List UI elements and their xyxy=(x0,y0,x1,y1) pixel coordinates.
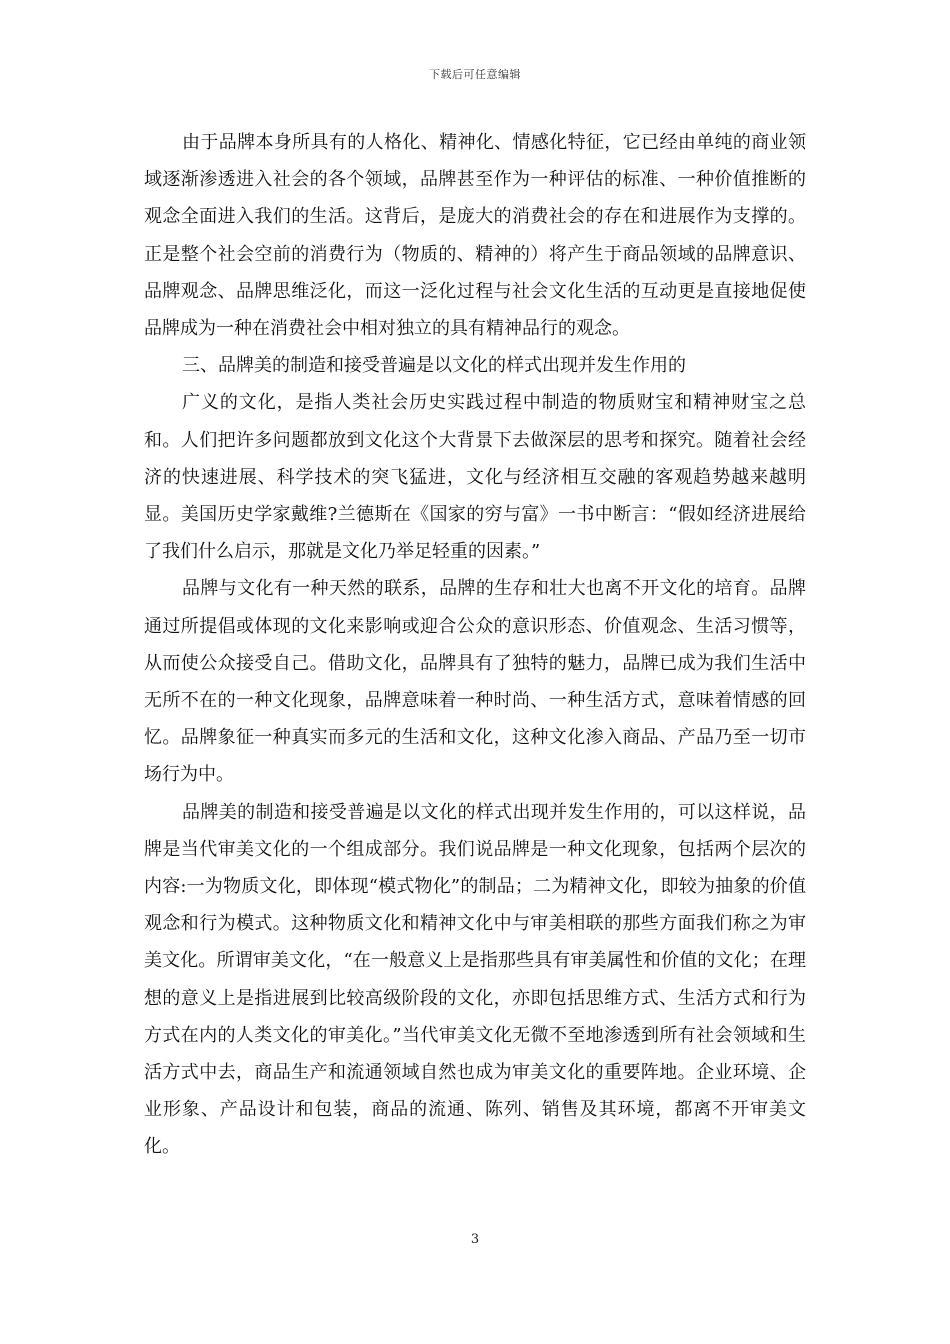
paragraph: 广义的文化，是指人类社会历史实践过程中制造的物质财宝和精神财宝之总和。人们把许多问题都放到文化这个大背景下去做深层的思考和探究。随着社会经济的快速进展、科学技术的突飞猛进，文化与经济相互交融的客观趋势越来越明显。美国历史学家戴维?兰德斯在《国家的穷与富》一书中断言：“假如经济进展给了我们什么启示，那就是文化乃举足轻重的因素。” xyxy=(144,392,806,563)
document-body xyxy=(144,124,806,1166)
section-heading: 三、品牌美的制造和接受普遍是以文化的样式出现并发生作用的 xyxy=(182,355,686,377)
paragraph: 由于品牌本身所具有的人格化、精神化、情感化特征，它已经由单纯的商业领域逐渐渗透进入社会的各个领域，品牌甚至作为一种评估的标准、一种价值推断的观念全面进入我们的生活。这背后，是庞大的消费社会的存在和进展作为支撑的。正是整个社会空前的消费行为（物质的、精神的）将产生于商品领域的品牌意识、品牌观念、品牌思维泛化，而这一泛化过程与社会文化生活的互动更是直接地促使品牌成为一种在消费社会中相对独立的具有精神品行的观念。 xyxy=(144,132,806,340)
page-header: 下载后可任意编辑 xyxy=(429,68,521,81)
page-number: 3 xyxy=(470,1232,480,1247)
paragraph: 品牌与文化有一种天然的联系，品牌的生存和壮大也离不开文化的培育。品牌通过所提倡或体现的文化来影响或迎合公众的意识形态、价值观念、生活习惯等，从而使公众接受自己。借助文化，品牌具有了独特的魅力，品牌已成为我们生活中无所不在的一种文化现象，品牌意味着一种时尚、一种生活方式，意味着情感的回忆。品牌象征一种真实而多元的生活和文化，这种文化渗入商品、产品乃至一切市场行为中。 xyxy=(144,578,806,786)
paragraph: 品牌美的制造和接受普遍是以文化的样式出现并发生作用的，可以这样说，品牌是当代审美文化的一个组成部分。我们说品牌是一种文化现象，包括两个层次的内容:一为物质文化，即体现“模式物化”的制品；二为精神文化，即较为抽象的价值观念和行为模式。这种物质文化和精神文化中与审美相联的那些方面我们称之为审美文化。所谓审美文化，“在一般意义上是指那些具有审美属性和价值的文化；在理想的意义上是指进展到比较高级阶段的文化，亦即包括思维方式、生活方式和行为方式在内的人类文化的审美化。”当代审美文化无微不至地渗透到所有社会领域和生活方式中去，商品生产和流通领域自然也成为审美文化的重要阵地。企业环境、企业形象、产品设计和包装，商品的流通、陈列、销售及其环境，都离不开审美文化。 xyxy=(144,801,806,1158)
